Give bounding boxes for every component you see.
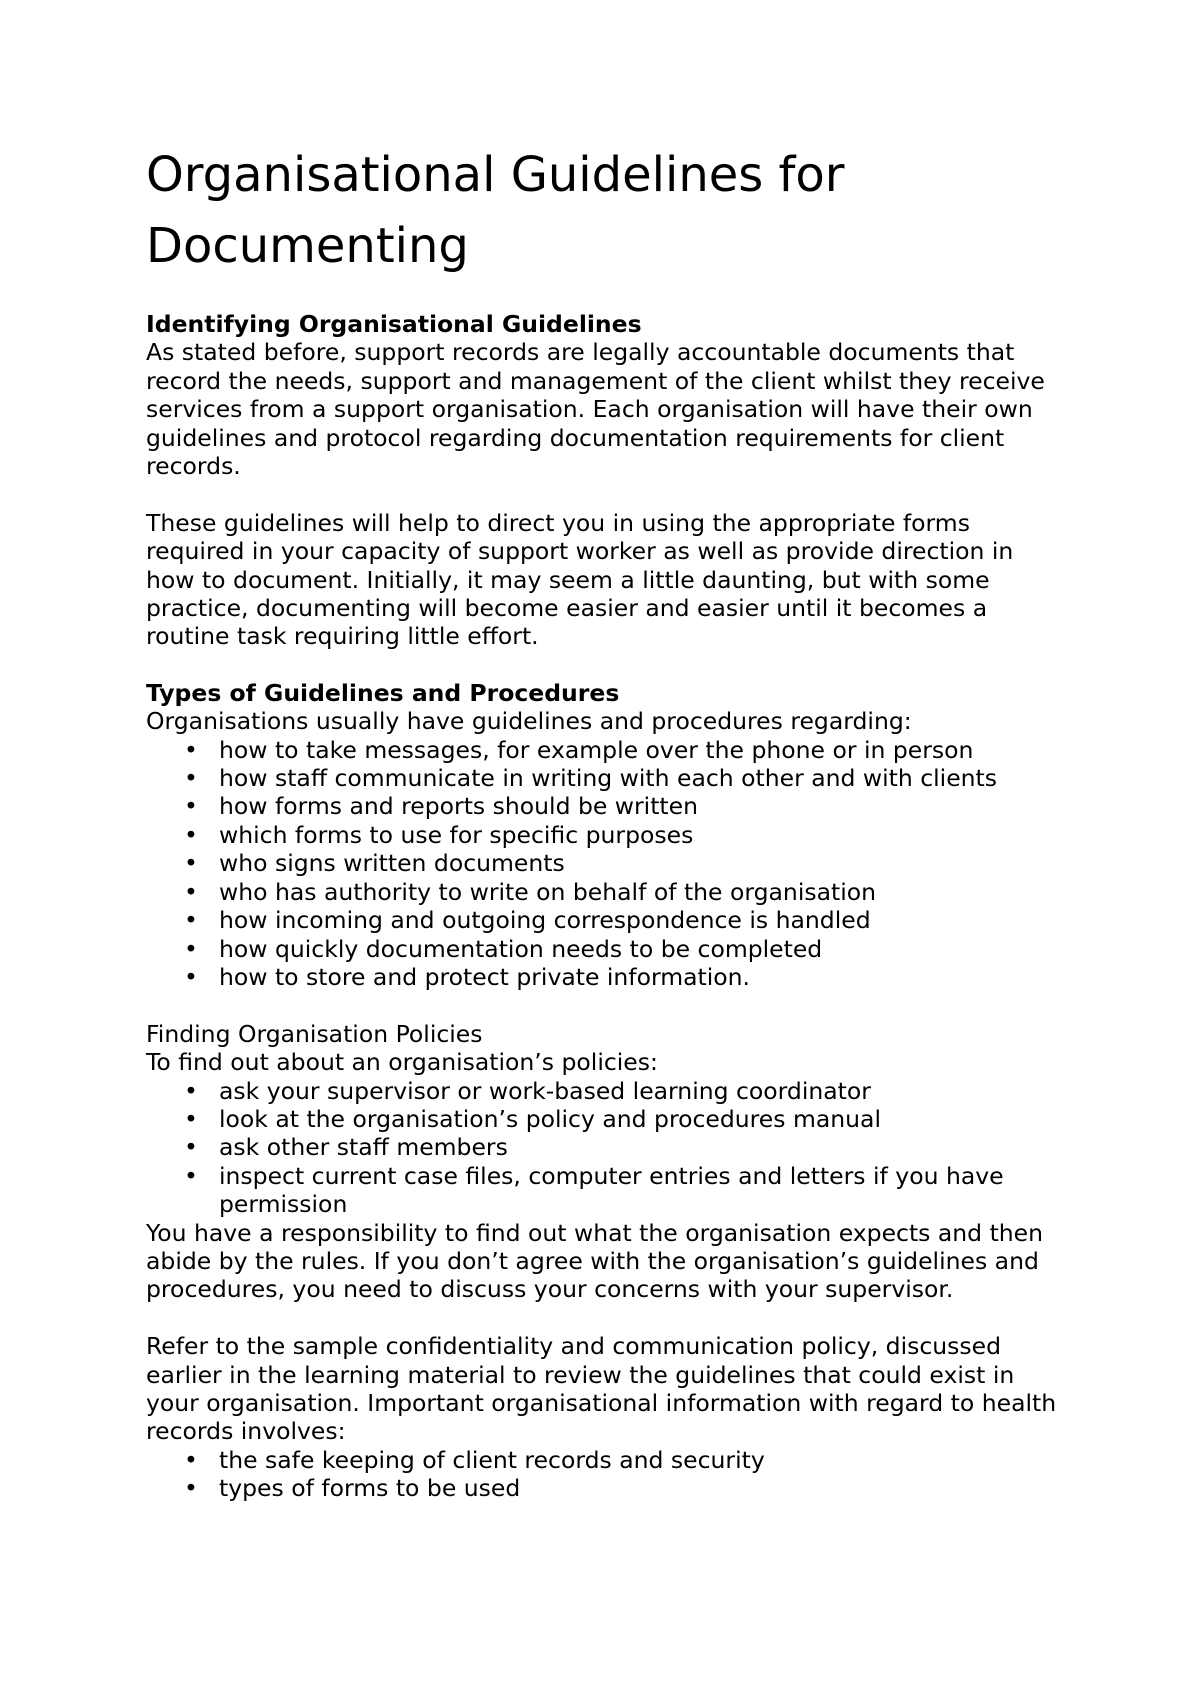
- list-intro: Organisations usually have guidelines and procedures regarding:: [146, 707, 912, 736]
- bullet-icon: •: [184, 1076, 198, 1105]
- bullet-icon: •: [184, 1104, 198, 1133]
- list-item: • how to take messages, for example over the phone or in person: [184, 735, 974, 764]
- page-title: Organisational Guidelines for Documenting: [146, 147, 845, 274]
- section-heading: Finding Organisation Policies: [146, 1019, 483, 1048]
- section-types: [146, 679, 1066, 991]
- bullet-icon: •: [184, 792, 198, 821]
- section-identifying: [146, 310, 1066, 651]
- list-item: • ask other staff members: [184, 1133, 508, 1162]
- bullet-icon: •: [184, 962, 198, 991]
- bullet-icon: •: [184, 934, 198, 963]
- bullet-icon: •: [184, 877, 198, 906]
- bullet-icon: •: [184, 849, 198, 878]
- list-item: • how staff communicate in writing with each other and with clients: [184, 764, 998, 793]
- bullet-list: [146, 1446, 1066, 1503]
- section-finding: [146, 991, 1066, 1502]
- list-item: • ask your supervisor or work-based learning coordinator: [184, 1076, 871, 1105]
- list-item: • who has authority to write on behalf of the organisation: [184, 877, 877, 906]
- list-item: • who signs written documents: [184, 849, 565, 878]
- bullet-icon: •: [184, 906, 198, 935]
- bullet-icon: •: [184, 1161, 198, 1190]
- bullet-list: [146, 1077, 1066, 1219]
- list-item: • how forms and reports should be written: [184, 792, 698, 821]
- list-item: • how to store and protect private information.: [184, 962, 750, 991]
- section-heading: Types of Guidelines and Procedures: [146, 678, 620, 707]
- paragraph: As stated before, support records are legally accountable documents that record the needs, support and management of the client whilst they receive services from a support organisation. Each organisation will have their own guidelines and protocol regarding documentation requirements for client records.: [146, 338, 1045, 481]
- document-body: [146, 140, 1066, 1503]
- bullet-icon: •: [184, 1474, 198, 1503]
- list-item: • types of forms to be used: [184, 1474, 521, 1503]
- list-item: • which forms to use for specific purposes: [184, 820, 694, 849]
- paragraph: Refer to the sample confidentiality and communication policy, discussed earlier in the learning material to review the guidelines that could exist in your organisation. Important organisational information with regard to health records involves:: [146, 1332, 1057, 1446]
- paragraph: These guidelines will help to direct you in using the appropriate forms required in your capacity of support worker as well as provide direction in how to document. Initially, it may seem a little daunting, but with some practice, documenting will become easier and easier until it becomes a routine task requiring little effort.: [146, 508, 1014, 651]
- paragraph: You have a responsibility to find out what the organisation expects and then abide by the rules. If you don’t agree with the organisation’s guidelines and procedures, you need to discuss your concerns with your supervisor.: [146, 1218, 1044, 1304]
- bullet-list: [146, 736, 1066, 992]
- list-item: • how quickly documentation needs to be completed: [184, 934, 823, 963]
- bullet-icon: •: [184, 1133, 198, 1162]
- list-item: • the safe keeping of client records and security: [184, 1445, 765, 1474]
- section-heading: Identifying Organisational Guidelines: [146, 310, 642, 338]
- bullet-icon: •: [184, 1445, 198, 1474]
- list-item: • inspect current case files, computer entries and letters if you have permission: [184, 1161, 1004, 1219]
- bullet-icon: •: [184, 820, 198, 849]
- list-item: • look at the organisation’s policy and procedures manual: [184, 1104, 881, 1133]
- bullet-icon: •: [184, 735, 198, 764]
- bullet-icon: •: [184, 764, 198, 793]
- list-item: • how incoming and outgoing correspondence is handled: [184, 906, 871, 935]
- list-intro: To find out about an organisation’s policies:: [146, 1048, 658, 1077]
